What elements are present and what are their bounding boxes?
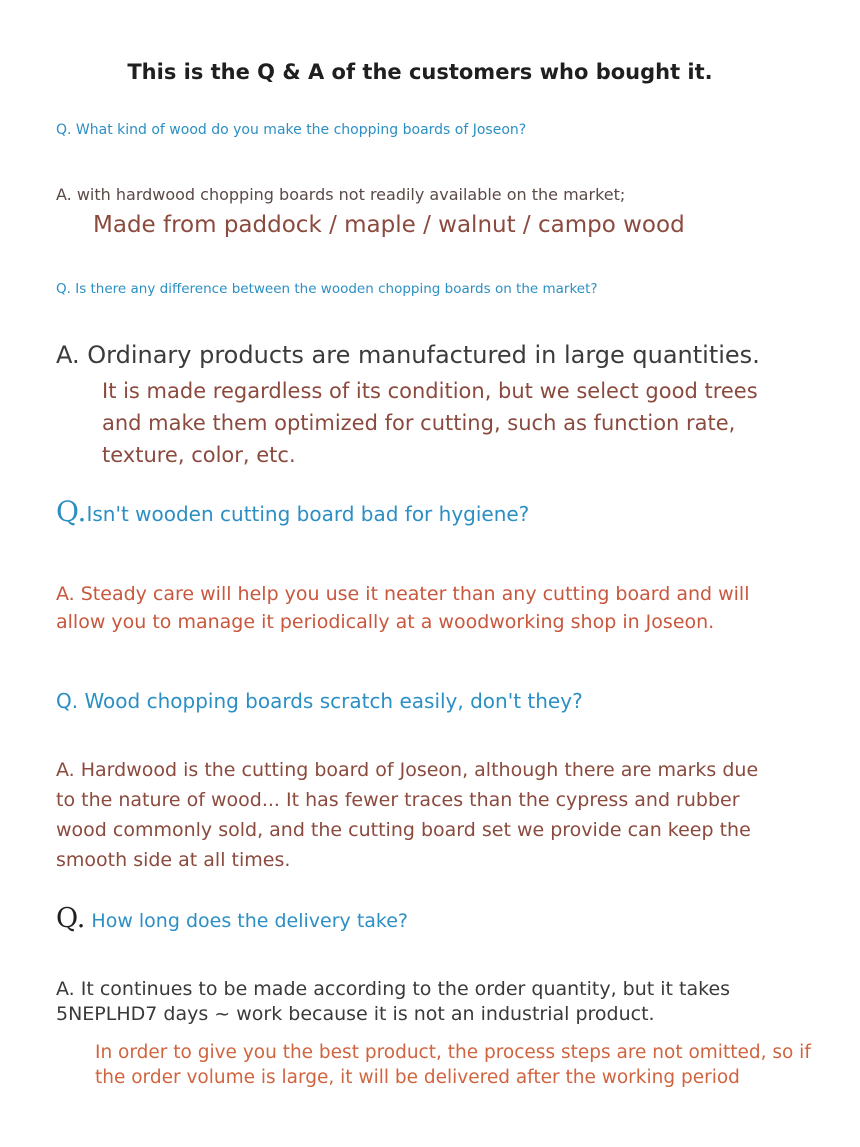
answer-3: A. Steady care will help you use it neater than any cutting board and will allow you to manage it periodically at a woodworking shop in Joseon. [56,583,750,633]
answer-1-detail: Made from paddock / maple / walnut / campo wood [93,212,685,238]
answer-2-detail: It is made regardless of its condition, but we select good trees and make them optimized for cutting, such as function rate, texture, color, etc. [102,379,758,467]
answer-2-lead: A. Ordinary products are manufactured in large quantities. [56,341,760,369]
question-3-text: Isn't wooden cutting board bad for hygiene? [86,502,530,526]
question-4: Q. Wood chopping boards scratch easily, don't they? [56,689,583,713]
question-5-text: How long does the delivery take? [85,910,409,932]
answer-5: A. It continues to be made according to the order quantity, but it takes 5NEPLHD7 days ~ work because it is not an industrial product. [56,978,731,1025]
answer-5-note: In order to give you the best product, the process steps are not omitted, so if the order volume is large, it will be delivered after the working period [95,1042,811,1088]
page-title: This is the Q & A of the customers who bought it. [127,60,713,84]
question-5-mark: Q. [56,903,86,934]
answer-1-lead: A. with hardwood chopping boards not readily available on the market; [56,185,626,204]
question-1: Q. What kind of wood do you make the chopping boards of Joseon? [56,122,527,138]
question-3 [56,495,529,528]
answer-4: A. Hardwood is the cutting board of Joseon, although there are marks due to the nature of wood... It has fewer traces than the cypress and rubber wood commonly sold, and the cutting board set we provide can keep the smooth side at all times. [56,759,759,871]
question-3-mark: Q. [56,495,87,528]
question-5 [56,903,408,934]
question-2: Q. Is there any difference between the wooden chopping boards on the market? [56,281,598,297]
